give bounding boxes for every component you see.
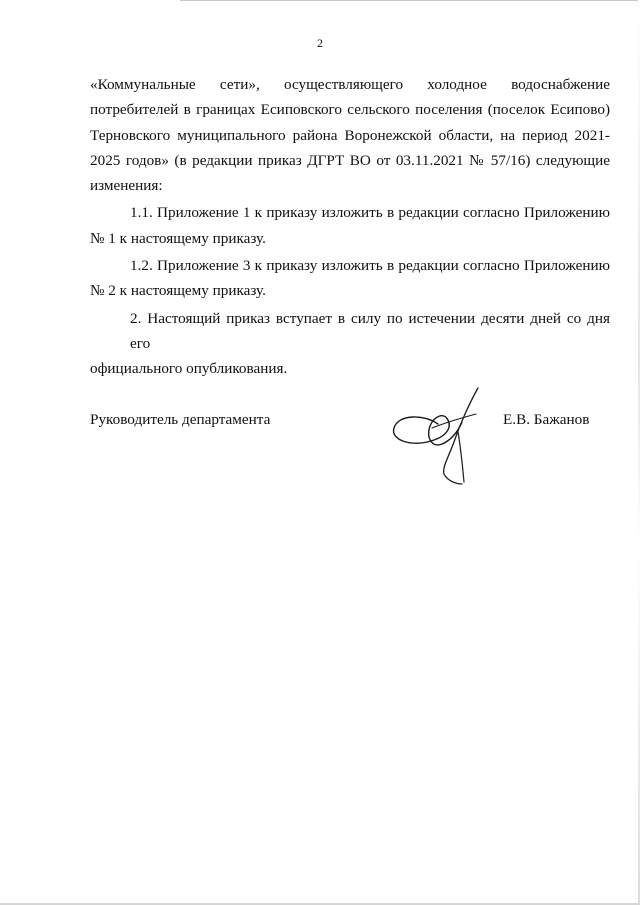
text-line: 1.1. Приложение 1 к приказу изложить в редакции согласно Приложению bbox=[130, 204, 610, 222]
text-line: № 1 к настоящему приказу. bbox=[90, 229, 266, 247]
signatory-role: Руководитель департамента bbox=[90, 411, 271, 428]
text-line: 1.2. Приложение 3 к приказу изложить в редакции согласно Приложению bbox=[130, 257, 610, 275]
document-body bbox=[90, 72, 610, 382]
text-line: 2025 годов» (в редакции приказ ДГРТ ВО от 03.11.2021 № 57/16) следующие bbox=[90, 151, 610, 169]
text-line: официального опубликования. bbox=[90, 360, 288, 378]
paragraph-item-1-2 bbox=[90, 253, 610, 304]
paragraph-item-2 bbox=[90, 306, 610, 382]
paragraph-amendment-intro bbox=[90, 72, 610, 198]
signatory-name: Е.В. Бажанов bbox=[503, 411, 590, 428]
page-number: 2 bbox=[317, 36, 323, 50]
text-line: изменения: bbox=[90, 177, 163, 195]
text-line: «Коммунальные сети», осуществляющего холодное водоснабжение bbox=[90, 76, 610, 93]
scan-edge-top bbox=[180, 0, 640, 1]
text-line: № 2 к настоящему приказу. bbox=[90, 282, 266, 300]
handwritten-signature bbox=[388, 384, 488, 488]
paragraph-item-1-1 bbox=[90, 200, 610, 251]
text-line: Терновского муниципального района Воронежской области, на период 2021- bbox=[90, 126, 610, 144]
text-line: потребителей в границах Есиповского сельского поселения (поселок Есипово) bbox=[90, 101, 610, 119]
text-line: 2. Настоящий приказ вступает в силу по истечении десяти дней со дня его bbox=[130, 309, 610, 352]
